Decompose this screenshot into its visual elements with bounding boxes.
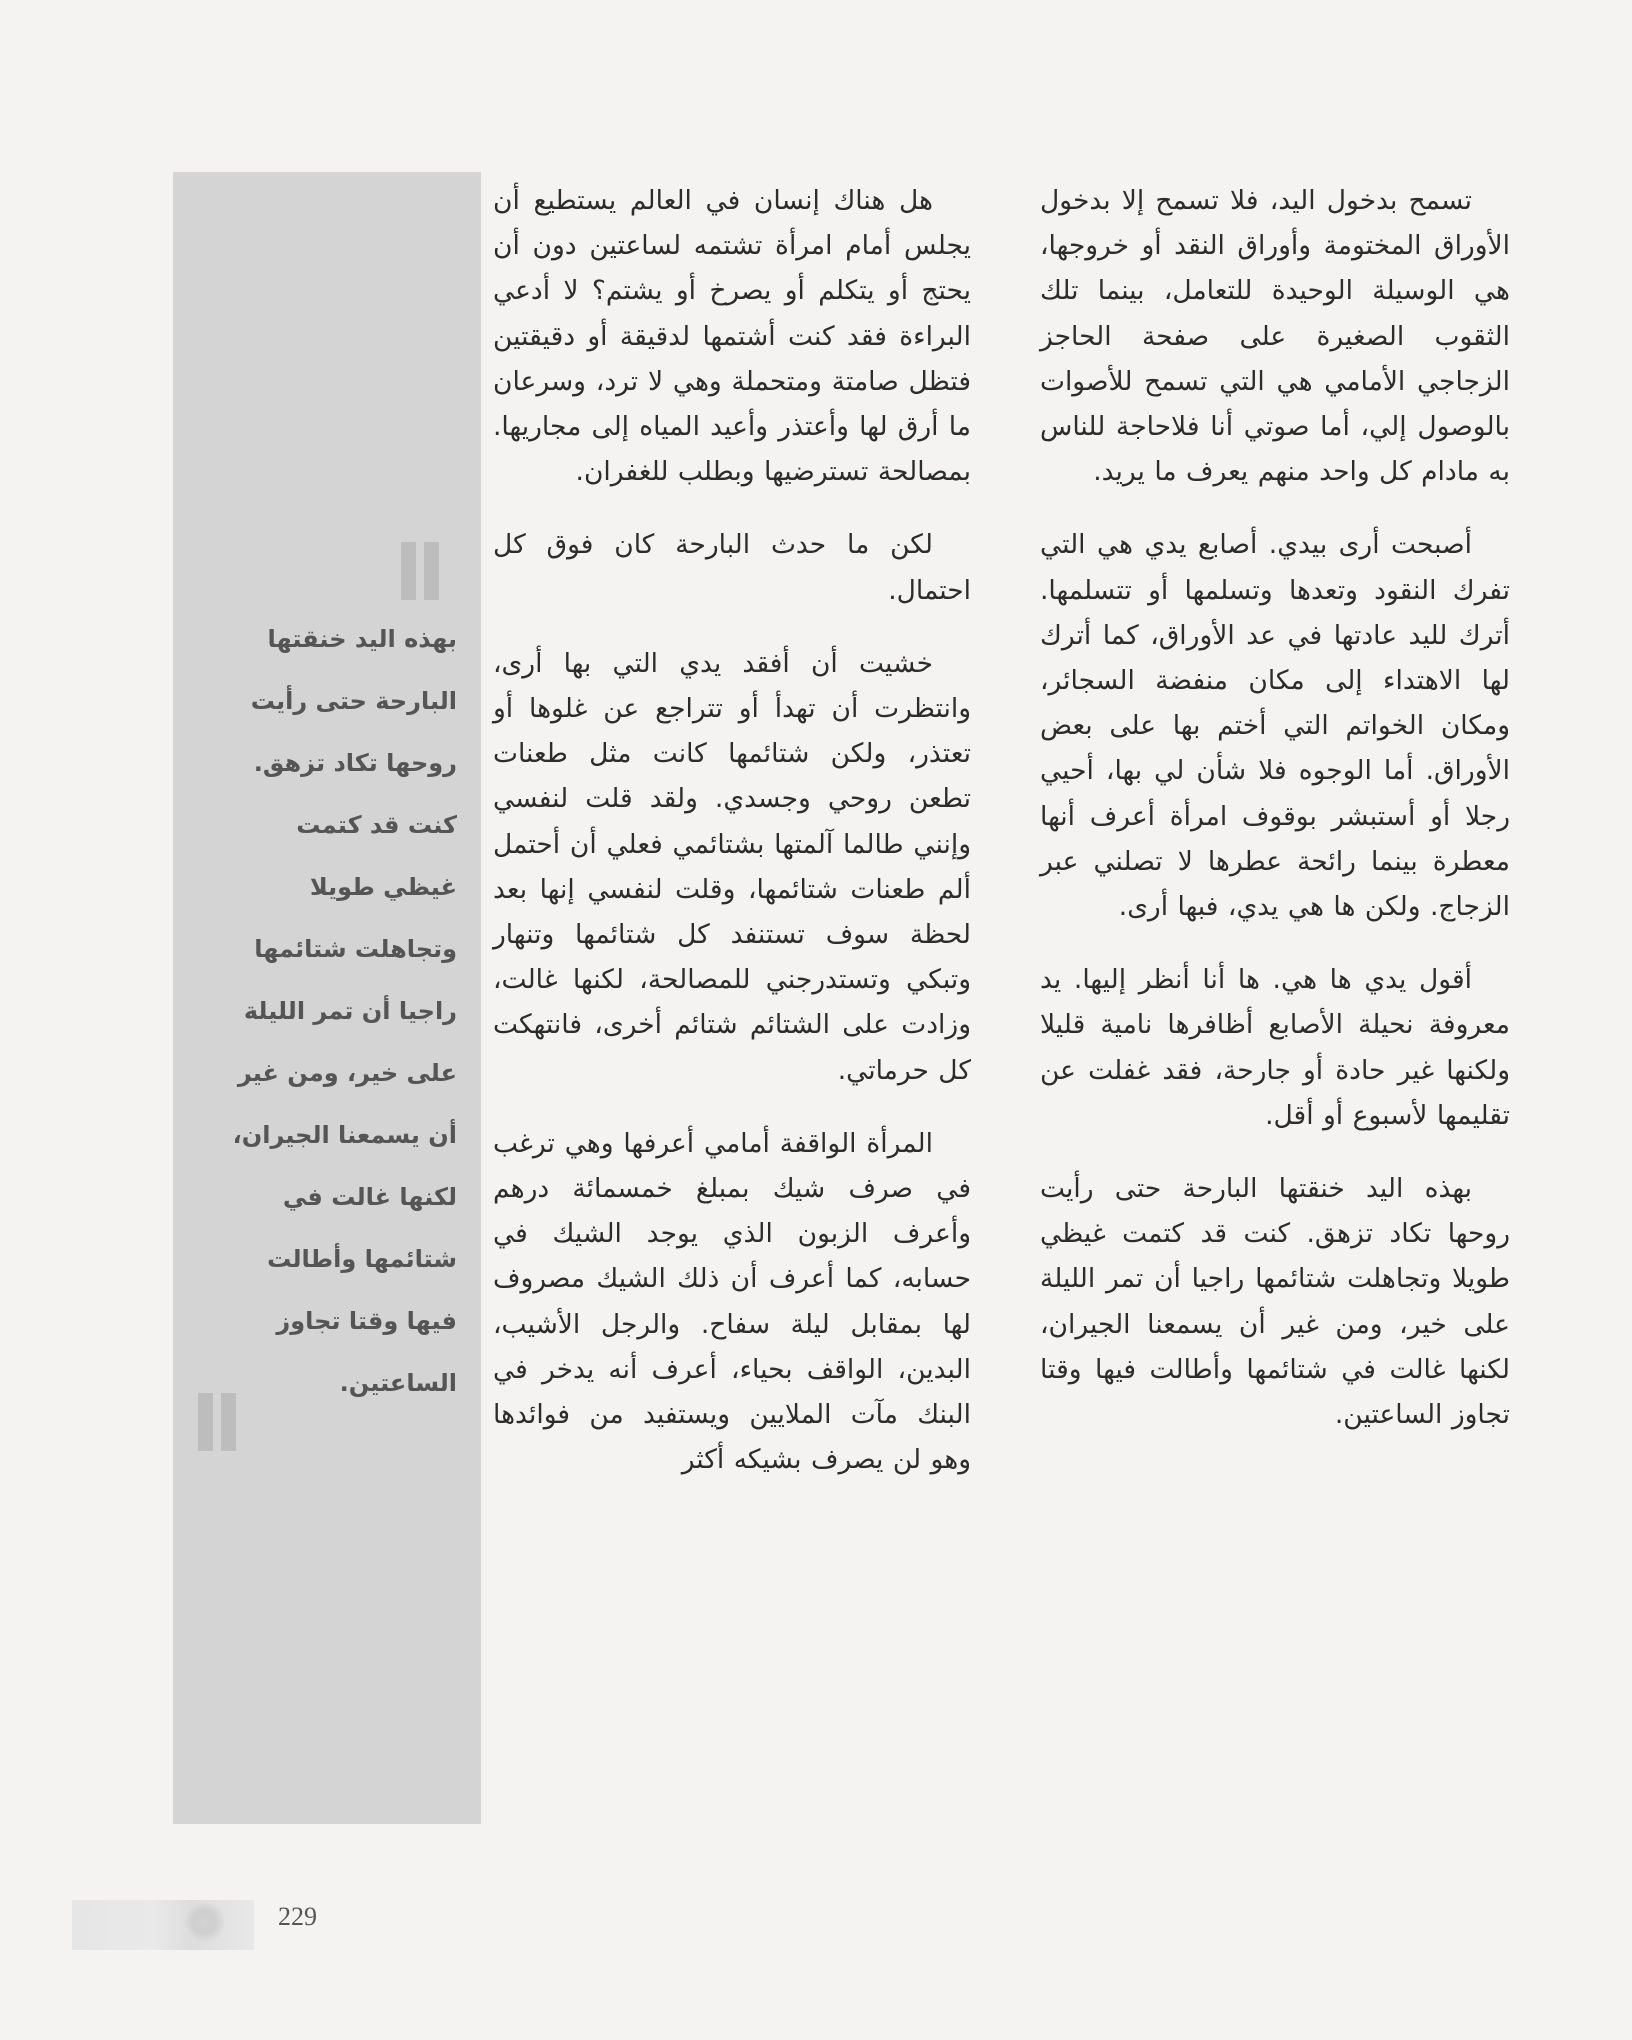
quote-bars-icon <box>401 542 439 600</box>
pull-quote-line: على خير، ومن غير <box>237 1059 457 1087</box>
paragraph: بهذه اليد خنقتها البارحة حتى رأيت روحها تكاد تزهق. كنت قد كتمت غيظي طويلا وتجاهلت شتائمها راجيا أن تمر الليلة على خير، ومن غير أن يسمعنا الجيران، لكنها غالت في شتائمها وأطالت فيها وقتا تجاوز الساعتين. <box>1040 1173 1510 1431</box>
page-number: 229 <box>278 1902 317 1931</box>
pull-quote-line: فيها وقتا تجاوز <box>276 1307 457 1335</box>
paragraph: هل هناك إنسان في العالم يستطيع أن يجلس أمام امرأة تشتمه لساعتين دون أن يحتج أو يتكلم أو يصرخ أو يشتم؟ لا أدعي البراءة فقد كنت أشتمها لدقيقة أو دقيقتين فتظل صامتة ومتحملة وهي لا ترد، وسرعان ما أرق لها وأعتذر وأعيد المياه إلى مجاريها. بمصالحة تسترضيها وبطلب للغفران. <box>493 185 971 488</box>
pull-quote-line: كنت قد كتمت <box>296 811 457 839</box>
article-column-middle <box>493 178 971 1510</box>
paragraph: خشيت أن أفقد يدي التي بها أرى، وانتظرت أن تهدأ أو تتراجع عن غلوها أو تعتذر، ولكن شتائمها كانت مثل طعنات تطعن روحي وجسدي. ولقد قلت لنفسي وإنني طالما آلمتها بشتائمي فعلي أن أحتمل ألم طعنات شتائمها، وقلت لنفسي إنها بعد لحظة سوف تستنفد كل شتائمها وتنهار وتبكي وتستدرجني للمصالحة، لكنها غالت، وزادت على الشتائم شتائم أخرى، فانتهكت كل حرماتي. <box>493 647 971 1086</box>
pull-quote-line: روحها تكاد تزهق. <box>253 749 457 777</box>
article-column-right <box>1040 178 1510 1465</box>
pull-quote-line: لكنها غالت في <box>282 1183 457 1211</box>
pull-quote-line: أن يسمعنا الجيران، <box>232 1121 457 1149</box>
pull-quote-line: غيظي طويلا <box>309 873 457 901</box>
pull-quote-line: شتائمها وأطالت <box>267 1245 457 1273</box>
pull-quote-line: بهذه اليد خنقتها <box>267 625 457 653</box>
pull-quote <box>210 608 457 1414</box>
pull-quote-line: البارحة حتى رأيت <box>250 687 457 715</box>
paragraph: أصبحت أرى بيدي. أصابع يدي هي التي تفرك النقود وتعدها وتسلمها أو تتسلمها. أترك لليد عادتها في عد الأوراق، كما أترك لها الاهتداء إلى مكان منفضة السجائر، ومكان الخواتم التي أختم بها على بعض الأوراق. أما الوجوه فلا شأن لي بها، أحيي رجلا أو أستبشر بوقوف امرأة أعرف أنها معطرة بينما رائحة عطرها لا تصلني عبر الزجاج. ولكن ها هي يدي، فبها أرى. <box>1040 529 1510 923</box>
pull-quote-line: الساعتين. <box>339 1369 457 1397</box>
paragraph: تسمح بدخول اليد، فلا تسمح إلا بدخول الأوراق المختومة وأوراق النقد أو خروجها، هي الوسيلة الوحيدة للتعامل، بينما تلك الثقوب الصغيرة على صفحة الحاجز الزجاجي الأمامي هي التي تسمح للأصوات بالوصول إلي، أما صوتي أنا فلاحاجة للناس به مادام كل واحد منهم يعرف ما يريد. <box>1040 185 1510 488</box>
pull-quote-line: راجيا أن تمر الليلة <box>243 997 457 1025</box>
paragraph: لكن ما حدث البارحة كان فوق كل احتمال. <box>493 529 971 606</box>
paragraph: أقول يدي ها هي. ها أنا أنظر إليها. يد معروفة نحيلة الأصابع أظافرها نامية قليلا ولكنها غير حادة أو جارحة، فقد غفلت عن تقليمها لأسبوع أو أقل. <box>1040 964 1510 1131</box>
quote-bars-icon <box>198 1393 236 1451</box>
magazine-logo-icon <box>184 1904 224 1944</box>
pull-quote-line: وتجاهلت شتائمها <box>254 935 457 963</box>
footer-decoration-strip <box>72 1900 254 1950</box>
paragraph: المرأة الواقفة أمامي أعرفها وهي ترغب في صرف شيك بمبلغ خمسمائة درهم وأعرف الزبون الذي يوجد الشيك في حسابه، كما أعرف أن ذلك الشيك مصروف لها بمقابل ليلة سفاح. والرجل الأشيب، البدين، الواقف بحياء، أعرف أنه يدخر في البنك مآت الملايين ويستفيد من فوائدها وهو لن يصرف بشيكه أكثر <box>493 1127 971 1476</box>
